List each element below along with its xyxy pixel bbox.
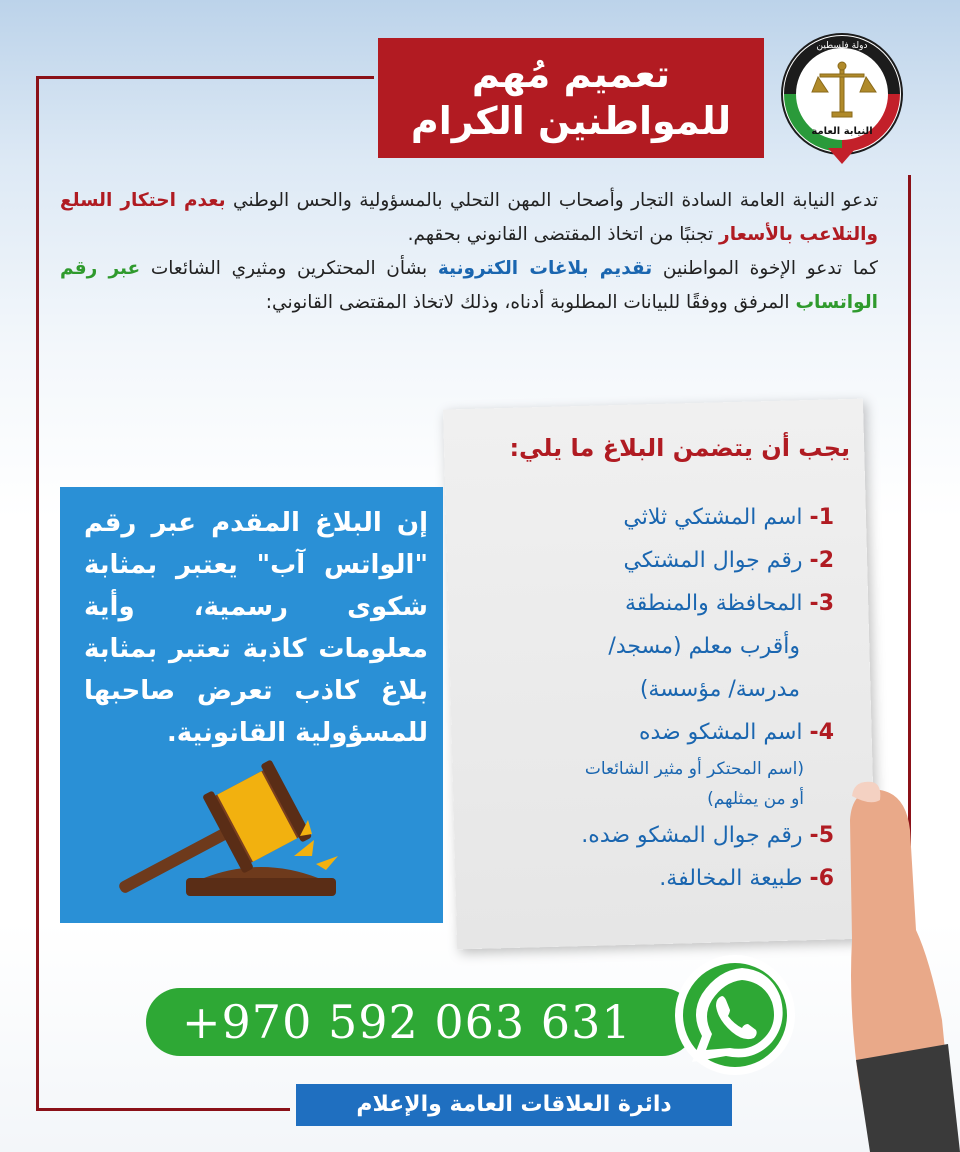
intro-p2-highlight-1: تقديم بلاغات الكترونية (437, 258, 653, 279)
intro-p2-c: المرفق ووفقًا للبيانات المطلوبة أدناه، وذلك لاتخاذ المقتضى القانوني: (265, 292, 796, 313)
frame-border-bottom (36, 1108, 290, 1111)
logo-top-text: دولة فلسطين (816, 41, 868, 51)
public-prosecution-logo (778, 30, 906, 165)
list-item-continuation: مدرسة/ مؤسسة) (639, 677, 800, 702)
list-item: 6- طبيعة المخالفة. (659, 866, 834, 891)
intro-p1-highlight: بعدم احتكار السلع والتلاعب بالأسعار (60, 190, 878, 245)
intro-text (60, 184, 878, 320)
frame-border-top (36, 76, 374, 79)
title-line-2: للمواطنين الكرام (410, 99, 732, 143)
list-item: 5- رقم جوال المشكو ضده. (581, 823, 834, 848)
intro-p2-highlight-2: عبر رقم الواتساب (60, 258, 878, 313)
list-item: 4- اسم المشكو ضده (638, 720, 834, 745)
intro-p1-b: تجنبًا من اتخاذ المقتضى القانوني بحقهم. (407, 224, 720, 245)
whatsapp-icon[interactable] (670, 950, 800, 1080)
list-item-note: (اسم المحتكر أو مثير الشائعات (584, 759, 804, 779)
list-item: 1- اسم المشتكي ثلاثي (623, 505, 834, 530)
title-line-1: تعميم مُهم (471, 51, 671, 96)
intro-p2-b: بشأن المحتكرين ومثيري الشائعات (140, 258, 438, 279)
list-item-continuation: وأقرب معلم (مسجد/ (608, 634, 800, 659)
gavel-icon (86, 760, 346, 910)
frame-border-left (36, 76, 39, 1111)
hand-icon (830, 760, 960, 1152)
list-item: 3- المحافظة والمنطقة (624, 591, 834, 616)
list-item-note: أو من يمثلهم) (707, 789, 804, 809)
department-footer: دائرة العلاقات العامة والإعلام (296, 1084, 732, 1126)
requirements-list (470, 496, 834, 900)
logo-bottom-text: النيابة العامة (811, 126, 873, 137)
intro-p2-a: كما تدعو الإخوة المواطنين (652, 258, 878, 279)
title-banner (378, 38, 764, 158)
requirements-heading: يجب أن يتضمن البلاغ ما يلي: (509, 434, 850, 462)
whatsapp-number[interactable]: +970 592 063 631 (146, 988, 696, 1056)
notice-text: إن البلاغ المقدم عبر رقم "الواتس آب" يعتبر بمثابة شكوى رسمية، وأية معلومات كاذبة تعتبر بمثابة بلاغ كاذب تعرض صاحبها للمسؤولية القانونية. (84, 508, 428, 748)
list-item: 2- رقم جوال المشتكي (623, 548, 834, 573)
intro-p1-a: تدعو النيابة العامة السادة التجار وأصحاب المهن التحلي بالمسؤولية والحس الوطني (225, 190, 878, 211)
